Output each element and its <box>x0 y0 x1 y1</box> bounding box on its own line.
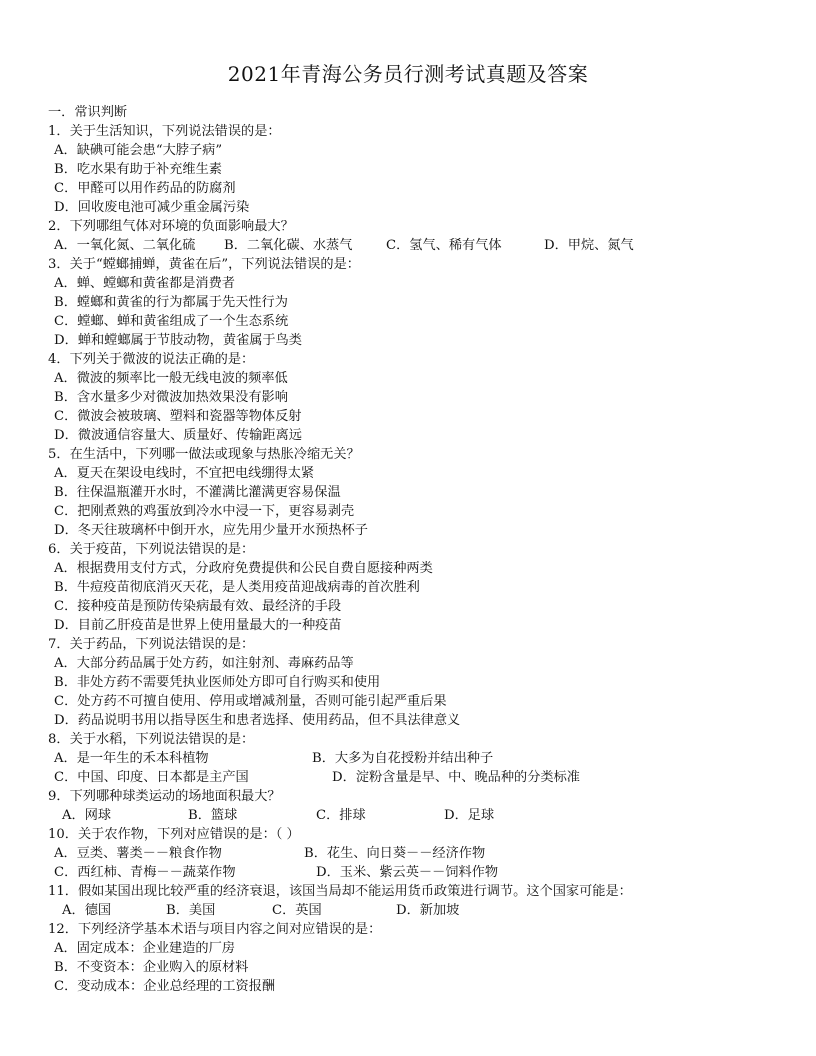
options-row <box>48 806 788 825</box>
option: C．氢气、稀有气体 <box>386 238 502 253</box>
question-stem: 12．下列经济学基本术语与项目内容之间对应错误的是： <box>48 922 382 937</box>
option: D．足球 <box>444 808 495 823</box>
option: B．往保温瓶灌开水时，不灌满比灌满更容易保温 <box>54 485 341 500</box>
option: B．二氧化碳、水蒸气 <box>224 238 353 253</box>
option: A．蝉、螳螂和黄雀都是消费者 <box>54 276 235 291</box>
option: D．玉米、紫云英－－饲料作物 <box>316 865 499 880</box>
document-title: 2021年青海公务员行测考试真题及答案 <box>227 62 589 86</box>
options-row <box>48 749 788 768</box>
option: C．英国 <box>272 903 322 918</box>
option: B．大多为自花授粉并结出种子 <box>312 751 494 766</box>
option: D．新加坡 <box>396 903 460 918</box>
option: D．甲烷、氮气 <box>544 238 634 253</box>
option: D．蝉和螳螂属于节肢动物，黄雀属于鸟类 <box>54 333 302 348</box>
options-row <box>48 768 788 787</box>
option: A．是一年生的禾本科植物 <box>54 751 209 766</box>
option: D．目前乙肝疫苗是世界上使用量最大的一种疫苗 <box>54 618 342 633</box>
option: B．美国 <box>166 903 216 918</box>
option: A．缺碘可能会患“大脖子病” <box>54 143 223 158</box>
question-stem: 7．关于药品，下列说法错误的是： <box>48 637 255 652</box>
option: C．接种疫苗是预防传染病最有效、最经济的手段 <box>54 599 342 614</box>
option: A．一氧化氮、二氧化硫 <box>54 238 196 253</box>
question-stem: 6．关于疫苗，下列说法错误的是： <box>48 542 255 557</box>
question-stem: 1．关于生活知识，下列说法错误的是： <box>48 124 281 139</box>
option: A．夏天在架设电线时，不宜把电线绷得太紧 <box>54 466 315 481</box>
option: D．药品说明书用以指导医生和患者选择、使用药品，但不具法律意义 <box>54 713 461 728</box>
option: B．篮球 <box>188 808 238 823</box>
option: A．德国 <box>62 903 112 918</box>
document-body <box>48 103 788 996</box>
option: B．螳螂和黄雀的行为都属于先天性行为 <box>54 295 288 310</box>
option: B．花生、向日葵－－经济作物 <box>304 846 486 861</box>
question-stem: 4．下列关于微波的说法正确的是： <box>48 352 255 367</box>
section-heading: 一．常识判断 <box>48 105 128 120</box>
option: C．西红柿、青梅－－蔬菜作物 <box>54 865 236 880</box>
option: D．回收废电池可减少重金属污染 <box>54 200 250 215</box>
option: D．冬天往玻璃杯中倒开水，应先用少量开水预热杯子 <box>54 523 368 538</box>
option: C．把刚煮熟的鸡蛋放到冷水中浸一下，更容易剥壳 <box>54 504 355 519</box>
option: C．中国、印度、日本都是主产国 <box>54 770 249 785</box>
option: C．甲醛可以用作药品的防腐剂 <box>54 181 236 196</box>
option: C．微波会被玻璃、塑料和瓷器等物体反射 <box>54 409 302 424</box>
option: C．变动成本：企业总经理的工资报酬 <box>54 979 276 994</box>
option: A．固定成本：企业建造的厂房 <box>54 941 235 956</box>
option: B．牛痘疫苗彻底消灭天花，是人类用疫苗迎战病毒的首次胜利 <box>54 580 420 595</box>
question-stem: 9．下列哪种球类运动的场地面积最大？ <box>48 789 281 804</box>
question-stem: 3．关于“螳螂捕蝉，黄雀在后”，下列说法错误的是： <box>48 257 360 272</box>
question-stem: 11．假如某国出现比较严重的经济衰退，该国当局却不能运用货币政策进行调节。这个国家可能是： <box>48 884 632 899</box>
option: B．非处方药不需要凭执业医师处方即可自行购买和使用 <box>54 675 381 690</box>
options-row <box>48 236 788 255</box>
option: A．豆类、薯类－－粮食作物 <box>54 846 222 861</box>
question-stem: 8．关于水稻，下列说法错误的是： <box>48 732 255 747</box>
options-row <box>48 863 788 882</box>
option: D．微波通信容量大、质量好、传输距离远 <box>54 428 302 443</box>
option: D．淀粉含量是早、中、晚品种的分类标准 <box>332 770 580 785</box>
question-stem: 5．在生活中，下列哪一做法或现象与热胀冷缩无关？ <box>48 447 360 462</box>
option: A．微波的频率比一般无线电波的频率低 <box>54 371 288 386</box>
option: C．螳螂、蝉和黄雀组成了一个生态系统 <box>54 314 289 329</box>
question-stem: 10．关于农作物，下列对应错误的是：（ ） <box>48 827 300 842</box>
option: C．处方药不可擅自使用、停用或增减剂量，否则可能引起严重后果 <box>54 694 447 709</box>
option: A．大部分药品属于处方药，如注射剂、毒麻药品等 <box>54 656 354 671</box>
option: C．排球 <box>316 808 366 823</box>
options-row <box>48 901 788 920</box>
option: A．根据费用支付方式，分政府免费提供和公民自费自愿接种两类 <box>54 561 433 576</box>
option: B．含水量多少对微波加热效果没有影响 <box>54 390 288 405</box>
option: B．吃水果有助于补充维生素 <box>54 162 222 177</box>
option: B．不变资本：企业购入的原材料 <box>54 960 249 975</box>
question-stem: 2．下列哪组气体对环境的负面影响最大？ <box>48 219 294 234</box>
options-row <box>48 844 788 863</box>
option: A．网球 <box>62 808 112 823</box>
